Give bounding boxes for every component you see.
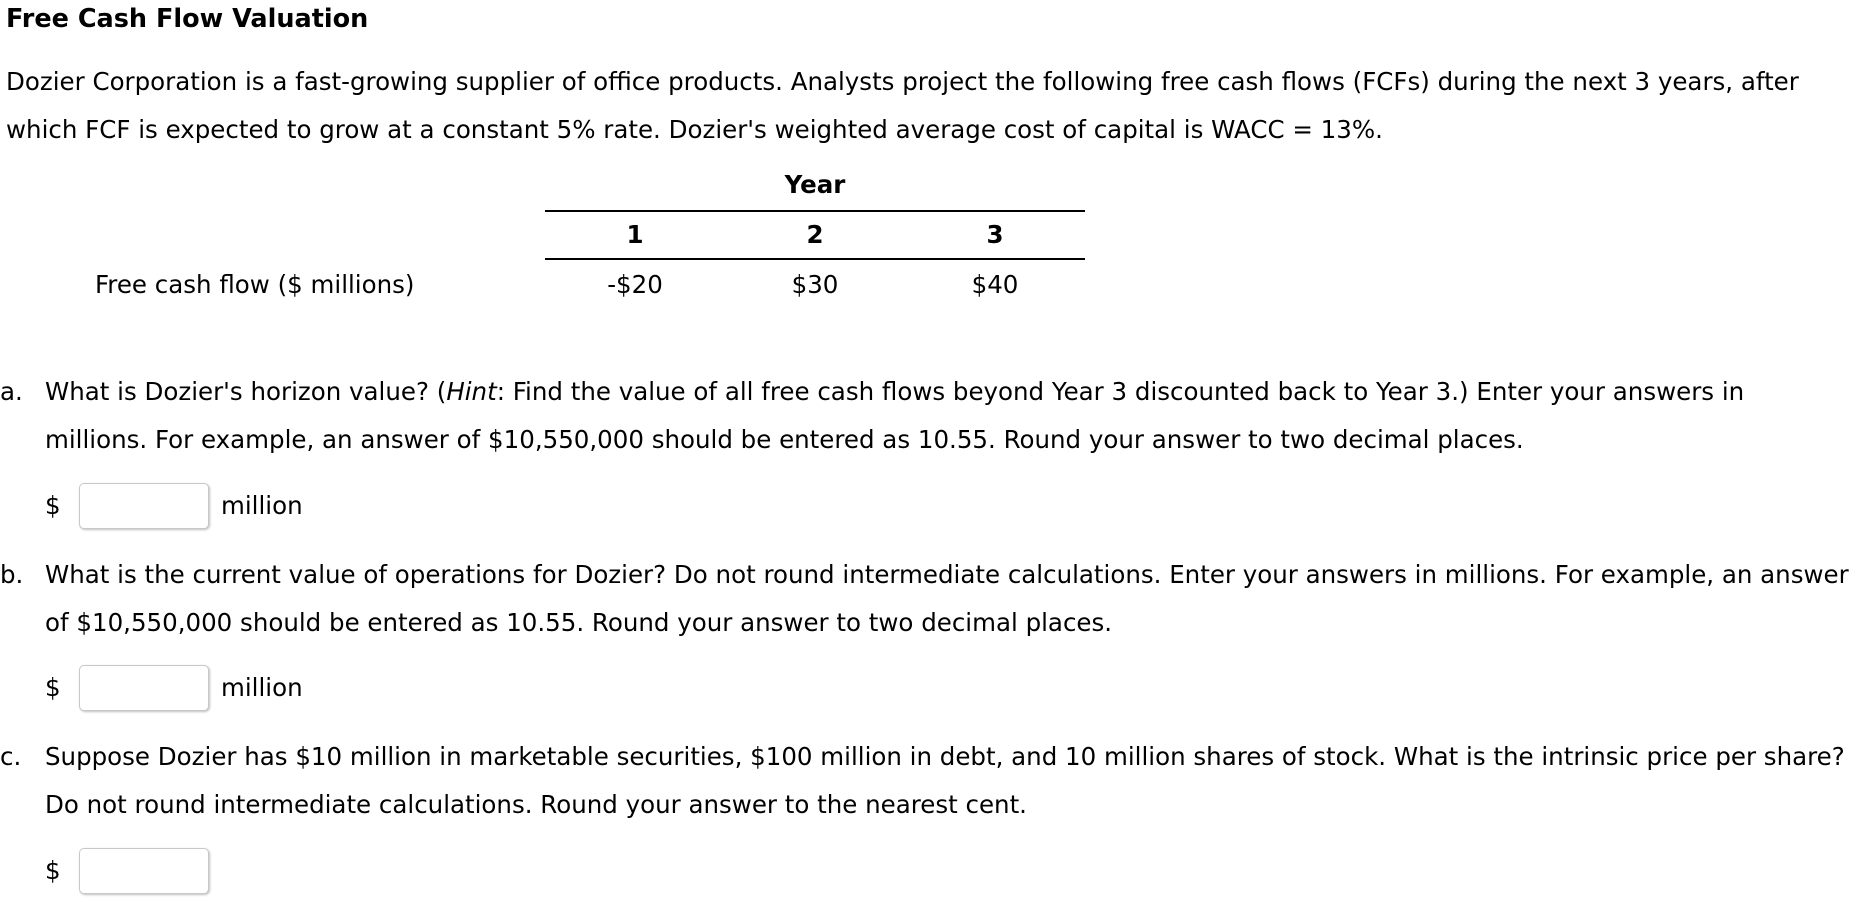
table-rule-top (545, 210, 1085, 212)
question-a-text-end: : Find the value of all free cash flows beyond Year 3 discounted back to Year 3.) Enter your answers in millions. For example, an answer of $10,550,000 should be entered as 10.55. Round your answer to two decimal places. (45, 377, 1745, 454)
question-a-unit: million (221, 491, 303, 520)
table-cell-year-1: -$20 (607, 270, 663, 299)
table-rule-bottom (545, 258, 1085, 260)
question-a-text-start: What is Dozier's horizon value? ( (45, 377, 447, 406)
question-a-answer-input[interactable] (79, 483, 209, 529)
question-c-answer (45, 845, 209, 897)
question-a-answer (45, 480, 303, 532)
question-b-text: What is the current value of operations for Dozier? Do not round intermediate calculations. Enter your answers in millions. For example, an answer of $10,550,000 should be entered as 10.55. Round your answer to two decimal places. (45, 560, 1849, 637)
page-title: Free Cash Flow Valuation (6, 4, 369, 34)
table-cell-year-2: $30 (791, 270, 839, 299)
table-row-label: Free cash flow ($ millions) (95, 270, 415, 299)
table-group-header: Year (784, 170, 846, 199)
question-c-currency: $ (45, 856, 61, 885)
question-b-unit: million (221, 673, 303, 702)
table-col-header-3: 3 (986, 220, 1004, 249)
table-cell-year-3: $40 (971, 270, 1019, 299)
question-b-answer (45, 662, 303, 714)
question-a-letter: a. (0, 377, 23, 406)
problem-intro: Dozier Corporation is a fast-growing supplier of office products. Analysts project the following free cash flows (FCFs) during the next 3 years, after which FCF is expected to grow at a constant 5% rate. Dozier's weighted average cost of capital is WACC = 13%. (6, 67, 1799, 144)
question-a-hint-label: Hint (446, 377, 497, 406)
question-c-answer-input[interactable] (79, 848, 209, 894)
table-col-header-1: 1 (626, 220, 644, 249)
question-b-letter: b. (0, 560, 24, 589)
table-col-header-2: 2 (806, 220, 824, 249)
question-a-currency: $ (45, 491, 61, 520)
question-a-text (45, 368, 1850, 464)
question-b-answer-input[interactable] (79, 665, 209, 711)
question-c-text: Suppose Dozier has $10 million in marketable securities, $100 million in debt, and 10 million shares of stock. What is the intrinsic price per share? Do not round intermediate calculations. Round your answer to the nearest cent. (45, 742, 1845, 819)
question-b-currency: $ (45, 673, 61, 702)
question-c-letter: c. (0, 742, 22, 771)
